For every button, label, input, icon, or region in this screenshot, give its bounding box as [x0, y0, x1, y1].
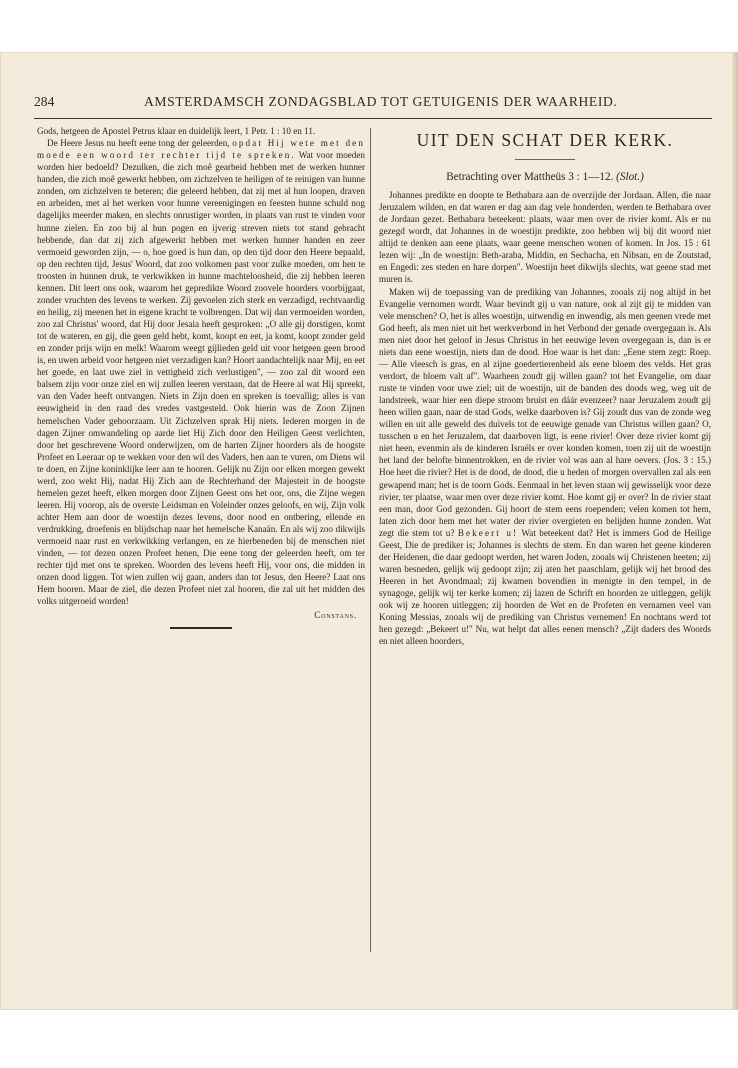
- author-signature: Constans.: [314, 609, 357, 620]
- running-title: AMSTERDAMSCH ZONDAGSBLAD TOT GETUIGENIS DER WAARHEID.: [144, 94, 618, 109]
- right-paragraph-2-body: Wat beteekent dat? Het is immers God de Heilige Geest, Die de prediker is; Johannes is slechts de stem. En dan waren het geene kinderen der Heidenen, die daar gedoopt werden, het waren Joden, zooals wij Christenen heeten; zij waren besneden, gelijk wij gedoopt zijn; zij aten het paaschlam, gelijk wij het brood des Heeren in het Avondmaal; zij kwamen bovendien in menigte in den tempel, in de synagoge, gelijk wij ter kerke komen; zij lazen de Schrift en hoorden ze uitleggen, gelijk ook wij ze hooren uitleggen; zij hoorden de Wet en de Profeten en vernamen veel van Koning Messias, zooals wij de prediking van Christus vernemen! En nochtans werd tot hen gezegd: „Bekeert u!" Nu, wat helpt dat alles eenen mensch? „Zijt daders des Woords en niet alleen hoorders,: [379, 527, 712, 647]
- column-divider: [370, 128, 371, 952]
- left-paragraph-1: Gods, hetgeen de Apostel Petrus klaar en duidelijk leert, 1 Petr. 1 : 10 en 11.: [37, 126, 316, 136]
- right-paragraph-2-start: Maken wij de toepassing van de prediking van Johannes, zooals zij nog altijd in het Evangelie vernomen wordt. Waar bevindt gij u van nature, ook al zijt gij te midden van vele menschen? O, het is alles woestijn, uitwendig en inwendig, als men geenen vrede met God heeft, als men niet uit het werkverbond in het Verbond der genade overgegaan is. Als men niet door het geloof in Jesus Christus in het eeuwige leven overgegaan is, dan is er niets dan eene woestijn, niets dan de dood. Hoe waar is het dan: „Eene stem zegt: Roep. — Alle vleesch is gras, en al zijne goedertierenheid als eene bloem des velds. Het gras verdort, de bloem valt af". Waarheen zoudt gij willen gaan? tot het Evangelie, om daar ruste te vinden voor uwe ziel; uit de woestijn, uit de banden des doods weg, weg uit de landstreek, waar hier een diepe stroom bruist en dáár evenzeer? naar Jeruzalem zoudt gij heen willen gaan, naar de stad Gods, welke daarboven is? Gij zoudt dus van de zonde weg willen en uit alle geweld des duivels tot de eeuwige genade van Christus willen gaan? O, tusschen u en het Jeruzalem, dat daarboven ligt, is eene rivier! Over deze rivier komt gij niet heen, evenmin als de kinderen Israëls er over konden komen, toen zij uit de woestijn het land der belofte binnentrokken, en de rivier vol was aan al hare oevers. (Jos. 3 : 15.) Hoe heet die rivier? Het is de dood, de dood, die u heden of morgen overvallen zal als een gewapend man; het is de toorn Gods. Eenmaal in het leven staan wij gewisselijk voor deze rivier, ter plaatse, waar men over deze rivier komt. Hoe komt gij er over? In de rivier staat een man, door God gezonden. Gij hoort de stem eens roependen; velen komen tot hem, laten zich door hem met het water der rivier overgieten en belijden hunne zonden. Wat zegt die stem tot u?: [379, 286, 711, 538]
- header-rule: [34, 118, 712, 119]
- right-paragraph-1: Johannes predikte en doopte te Bethabara aan de overzijde der Jordaan. Allen, die naar Jeruzalem wilden, en dat waren er dag aan dag vele honderden, werden te Bethabara over de Jordaan gezet. Bethabara beteekent: plaats, waar men over de rivier komt. Als er nu gezegd wordt, dat Johannes in de woestijn predikte, zoo hebben wij bij dit woord niet altijd te denken aan eene plaats, waar geene menschen wonen of komen. In Jos. 15 : 61 lezen wij: „In de woestijn: Beth-araba, Middin, en Sechacha, en Nibsan, en de Zoutstad, en Engedi: zes steden en hare dorpen". Woestijn heet dikwijls slechts, wat geene stad met muren is.: [379, 190, 711, 285]
- right-paragraph-2: [379, 286, 711, 648]
- right-paragraph-2-emphasis: Bekeert u!: [457, 527, 519, 538]
- left-paragraph-2: [37, 137, 365, 607]
- page-number: 284: [34, 94, 55, 109]
- newspaper-page: [0, 52, 738, 1010]
- section-title: UIT DEN SCHAT DER KERK.: [416, 130, 674, 150]
- running-header: [34, 92, 712, 114]
- section-title-rule: [515, 159, 575, 160]
- right-column: [379, 125, 711, 647]
- article-subtitle-text: Betrachting over Mattheüs 3 : 1—12.: [446, 171, 614, 183]
- left-paragraph-2-emphasis: opdat Hij wete met den moede een woord ter rechter tijd te spreken.: [37, 138, 365, 161]
- article-subtitle-note: (Slot.): [616, 171, 644, 183]
- article-end-rule: [170, 627, 232, 629]
- article-subtitle: [379, 170, 711, 184]
- left-column: [37, 125, 365, 629]
- left-paragraph-2-body: Wat voor moeden worden hier bedoeld? Dezulken, die zich moê gearbeid hebben met de werken hunner handen, die zich moê gewerkt hebben, om zichzelven te heiligen of te reinigen van hunne zonden, om zichzelven te beteren; die geleerd hebben, dat zij met al hun loopen, draven en arbeiden, met al het werken voor hunne vereenigingen en feesten hunne schuld nog dagelijks meerder maken, en slechts onrustiger worden, in plaats van rust te vinden voor hunne zielen. En zoo bij al hun pogen en ijverig streven niets tot stand gebracht hebbende, dan dat zij zich afgewerkt hebben met werken hunner handen en zeer vermoeid geworden zijn, — o, hoe goed is hun dan, op den tijd door den Heere bepaald, op den rechten tijd, Jesus' Woord, dat zoo volkomen past voor zulke moeden, om hen te troosten in hunnen druk, te verkwikken in hunne machteloosheid, die zij hebben leeren kennen. Dit leert ons ook, waarom het gepredikte Woord zoovele hoorders voorbijgaat, zonder vruchten des levens te werken. Zij gevoelen zich sterk en verzadigd, rechtvaardig en heilig, zij meenen het in eigene kracht te volbrengen. Dat wij dan vermoeiden worden, zoo zal Christus' woord, dat Hij door Jesaia heeft gesproken: „O alle gij dorstigen, komt tot de wateren, en gij, die geen geld hebt, komt, koopt en eet, ja komt, koopt zonder geld en zonder prijs wijn en melk! Waarom weegt gijlieden geld uit voor hetgeen geen brood is, en uwen arbeid voor hetgeen niet verzadigen kan? Hoort aandachtelijk naar Mij, en eet het goede, en laat uwe ziel in vettigheid zich verlustigen", — zoo zal dit woord een balsem zijn voor onze ziel en wij zullen leeren verstaan, dat de Heere al wat Hij spreekt, van den Vader heeft ontvangen. Niets in Zijn doen en spreken is toevallig; alles is van eeuwigheid in den raad des vredes vastgesteld. Ook hierin was de Zoon Zijnen hemelschen Vader gehoorzaam. Uit Zichzelven sprak Hij niets. Iederen morgen in de dagen Zijner omwandeling op aarde liet Hij Zich door den Heiligen Geest verlichten, door het geschrevene Woord onderwijzen, om de harten Zijner hoorders als de hoogste Profeet en Leeraar op te wekken voor den wil des Vaders, hen aan te vuren, om Diens wil te doen, en Zijne koninklijke leer aan te hooren. Gelijk nu Zijn oor elken morgen gewekt werd, zoo wekt Hij, nadat Hij Zich aan de Rechterhand der Majesteit in de hoogste hemelen gezet heeft, elken morgen door Zijnen Geest ons het oor, ons, die Zijne wegen leeren. Hij voorop, als de overste Leidsman en Voleinder onzes geloofs, en wij, Zijn volk achter Hem aan door de woestijn dezes levens, door nood en ontbering, ellende en verdrukking, droefenis en blijdschap naar het hemelsche Kanaän. En als wij zoo dikwijls vermoeid naar rust en verkwikking verlangen, en ze hierbeneden bij de menschen niet vinden, — tot dezen onzen Profeet henen, Die eene tong der geleerden heeft, om ter rechter tijd met ons te spreken. Woorden des levens heeft Hij, voor ons, die midden in onzen dood liggen. Tot wien zullen wij gaan, anders dan tot Jesus, den Heere? Laat ons Hem hooren. Maar de ziel, die dezen Profeet niet zal hooren, die zal uit het midden des volks uitgeroeid worden!: [37, 150, 365, 607]
- page-edge-shadow: [732, 52, 738, 1010]
- left-paragraph-2-start: De Heere Jesus nu heeft eene tong der geleerden,: [47, 138, 233, 149]
